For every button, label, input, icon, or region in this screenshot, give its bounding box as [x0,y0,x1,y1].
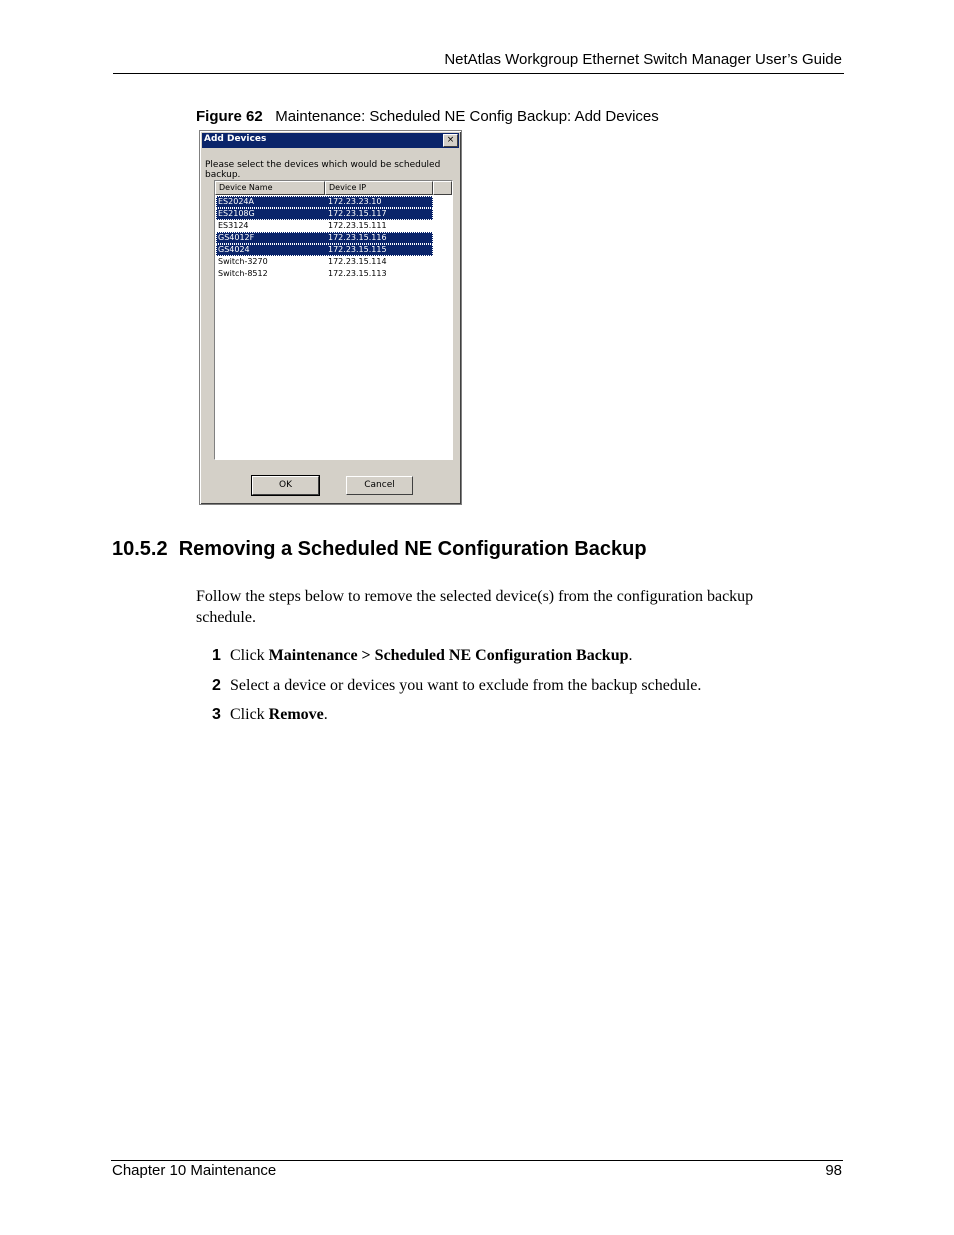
device-ip-cell: 172.23.15.116 [328,233,387,242]
footer-chapter: Chapter 10 Maintenance [112,1162,277,1179]
table-row[interactable] [216,244,433,256]
table-row[interactable] [216,256,433,268]
step-bold-text: Remove [268,706,324,723]
list-header [215,181,452,195]
step-text: Click [230,706,269,723]
add-devices-dialog [199,130,462,505]
step-number: 1 [212,647,221,664]
column-header-filler [433,181,452,195]
table-row[interactable] [216,268,433,280]
step-number: 3 [212,706,221,723]
step-1 [212,647,633,665]
step-text-end: . [323,706,328,723]
column-header-device-ip[interactable]: Device IP [325,181,433,195]
step-2 [212,677,701,695]
section-heading [112,538,647,561]
device-name-cell: ES2108G [218,209,255,218]
header-rule [113,73,844,74]
cancel-button[interactable]: Cancel [346,476,413,495]
table-row[interactable] [216,232,433,244]
device-ip-cell: 172.23.23.10 [328,197,382,206]
step-3 [212,706,328,724]
table-row[interactable] [216,220,433,232]
device-name-cell: ES3124 [218,221,249,230]
running-header: NetAtlas Workgroup Ethernet Switch Manager User’s Guide [444,51,842,68]
figure-title: Maintenance: Scheduled NE Config Backup: Add Devices [275,108,659,125]
section-number: 10.5.2 [112,538,168,560]
device-ip-cell: 172.23.15.113 [328,269,387,278]
device-ip-cell: 172.23.15.111 [328,221,387,230]
device-name-cell: GS4012F [218,233,255,242]
footer-rule [111,1160,843,1161]
step-text: Click [230,647,269,664]
figure-label: Figure 62 [196,108,263,125]
step-bold-text: Maintenance > Scheduled NE Configuration Backup [268,647,629,664]
section-title: Removing a Scheduled NE Configuration Backup [178,538,647,560]
table-row[interactable] [216,208,433,220]
device-name-cell: ES2024A [218,197,254,206]
device-name-cell: Switch-3270 [218,257,268,266]
step-text: Select a device or devices you want to exclude from the backup schedule. [230,677,702,694]
device-ip-cell: 172.23.15.117 [328,209,387,218]
device-ip-cell: 172.23.15.115 [328,245,387,254]
device-ip-cell: 172.23.15.114 [328,257,387,266]
close-icon[interactable]: × [443,134,458,147]
intro-paragraph: Follow the steps below to remove the selected device(s) from the configuration backup schedule. [196,588,754,626]
column-header-device-name[interactable]: Device Name [215,181,325,195]
step-number: 2 [212,677,221,694]
step-text-end: . [628,647,633,664]
figure-caption [196,108,659,125]
footer-page-number: 98 [825,1162,842,1179]
device-name-cell: GS4024 [218,245,250,254]
dialog-instruction: Please select the devices which would be scheduled backup. [205,160,441,180]
device-list[interactable] [214,180,453,460]
dialog-title: Add Devices [204,134,267,144]
device-name-cell: Switch-8512 [218,269,268,278]
table-row[interactable] [216,196,433,208]
dialog-titlebar[interactable] [202,133,459,148]
ok-button[interactable]: OK [252,476,319,495]
device-rows [216,196,433,280]
